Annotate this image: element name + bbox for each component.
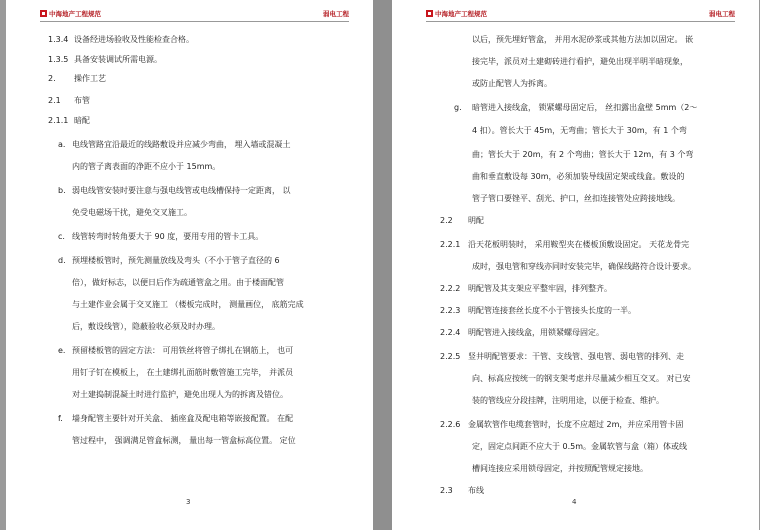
text-line: 管过程中， 强调满足管盒标测， 量出每一管盒标高位置。 定位	[72, 436, 296, 445]
item-number: 2.2.1	[440, 240, 461, 249]
text-line: 具备安装调试所需电源。	[74, 55, 162, 64]
text-line: 线管转弯时转角要大于 90 度，要用专用的管卡工具。	[72, 232, 264, 241]
text-line: 明配管进入接线盒，用锁紧螺母固定。	[468, 328, 604, 337]
text-line: 槽间连接应采用锁母固定，并按照配管规定接地。	[472, 464, 648, 473]
header-section: 弱电工程	[323, 10, 349, 18]
item-number: c.	[58, 232, 65, 241]
text-line: 管子管口要锉平、刮光、护口，丝扣连接管处应跨接地线。	[472, 194, 680, 203]
header-section: 弱电工程	[709, 10, 735, 18]
text-line: 后，敷设线管），隐蔽验收必须及时办理。	[72, 322, 220, 331]
page-gap	[373, 0, 392, 530]
item-number: b.	[58, 186, 66, 195]
header-company: 中海地产工程规范	[435, 10, 487, 18]
text-line: 曲和垂直敷设每 30m，必须加装导线固定架或线盒。敷设的	[472, 172, 685, 181]
item-number: 2.1.1	[48, 116, 69, 125]
item-number: e.	[58, 346, 66, 355]
item-number: 1.3.5	[48, 55, 69, 64]
item-number: d.	[58, 256, 66, 265]
text-line: 免受电磁场干扰，避免交叉施工。	[72, 208, 192, 217]
text-line: 装的管线应分段挂牌，注明用途，以便于检查、维护。	[472, 396, 664, 405]
text-line: 定，固定点间距不应大于 0.5m。金属软管与盒（箱）体或线	[472, 442, 688, 451]
text-line: 预留楼板管的固定方法： 可用铁丝将管子绑扎在钢筋上， 也可	[72, 346, 294, 355]
text-line: 明配管连接套丝长度不小于管接头长度的一半。	[468, 306, 636, 315]
item-number: f.	[58, 414, 63, 423]
text-line: 接完毕，派员对土建砌砖进行看护，避免出现半明半暗现象，	[472, 57, 688, 66]
text-line: 对土建捣制混凝土时进行监护，避免出现人为的拆离及错位。	[72, 390, 288, 399]
text-line: 内的管子离表面的净距不应小于 15mm。	[72, 162, 221, 171]
item-number: 2.2.5	[440, 352, 461, 361]
text-line: 布线	[468, 486, 484, 495]
text-line: 成时，强电管和穿线亦同时安装完毕，确保线路符合设计要求。	[472, 262, 696, 271]
text-line: 弱电线管安装时要注意与强电线管或电线槽保持一定距离， 以	[72, 186, 291, 195]
text-line: 墙身配管主要针对开关盒、 插座盒及配电箱等嵌接配置。 在配	[72, 414, 294, 423]
page-number: 4	[572, 498, 577, 506]
text-line: 竖井明配管要求：干管、支线管、强电管、弱电管的排列、走	[468, 352, 684, 361]
item-number: 2.3	[440, 486, 453, 495]
item-number: 2.2	[440, 216, 453, 225]
item-number: 2.2.3	[440, 306, 461, 315]
text-line: 或防止配管人为拆离。	[472, 79, 552, 88]
item-number: 2.2.4	[440, 328, 461, 337]
text-line: 暗管进入接线盒， 锁紧螺母固定后， 丝扣露出盒壁 5mm（2～	[472, 103, 698, 112]
text-line: 沿天花板明装时， 采用鞍型夹在楼板顶敷设固定。 天花龙骨完	[468, 240, 690, 249]
text-line: 电线管路宜沿最近的线路敷设并应减少弯曲， 埋入墙或混凝土	[72, 140, 291, 149]
text-line: 明配管及其支架应平整牢固，排列整齐。	[468, 284, 612, 293]
text-line: 倍），做好标志，以便日后作为疏通管盒之用。由于楼面配管	[72, 278, 284, 287]
item-number: a.	[58, 140, 66, 149]
text-line: 明配	[468, 216, 484, 225]
item-number: g.	[454, 103, 462, 112]
header-company: 中海地产工程规范	[49, 10, 101, 18]
company-logo-icon	[40, 10, 47, 17]
document-page-3	[6, 0, 373, 530]
document-page-4	[392, 0, 759, 530]
text-line: 以后，预先埋好管盒， 并用水泥砂浆或其他方法加以固定。 嵌	[472, 35, 694, 44]
text-line: 用钉子钉在模板上， 在土建绑扎面筋时敷管施工完毕， 并派员	[72, 368, 294, 377]
text-line: 暗配	[74, 116, 90, 125]
page-header	[40, 9, 349, 22]
page-header	[426, 9, 735, 22]
item-number: 2.1	[48, 96, 61, 105]
text-line: 预埋楼板管时，预先测量放线及弯头（不小于管子直径的 6	[72, 256, 280, 265]
text-line: 向、标高应按统一的钢支架考虑并尽量减少相互交叉。 对已安	[472, 374, 691, 383]
text-line: 4 扣）。管长大于 45m，无弯曲；管长大于 30m，有 1 个弯	[472, 126, 687, 135]
text-line: 与土建作业会属于交叉施工 （楼板完成时， 测量画位， 底筋完成	[72, 300, 304, 309]
item-number: 2.	[48, 74, 56, 83]
text-line: 布管	[74, 96, 90, 105]
text-line: 金属软管作电缆套管时，长度不应超过 2m，并应采用管卡固	[468, 420, 684, 429]
page-number: 3	[186, 498, 191, 506]
item-number: 1.3.4	[48, 35, 69, 44]
text-line: 曲；管长大于 20m，有 2 个弯曲；管长大于 12m，有 3 个弯	[472, 150, 694, 159]
company-logo-icon	[426, 10, 433, 17]
text-line: 设备经进场验收及性能检查合格。	[74, 35, 194, 44]
text-line: 操作工艺	[74, 74, 106, 83]
item-number: 2.2.2	[440, 284, 461, 293]
item-number: 2.2.6	[440, 420, 461, 429]
